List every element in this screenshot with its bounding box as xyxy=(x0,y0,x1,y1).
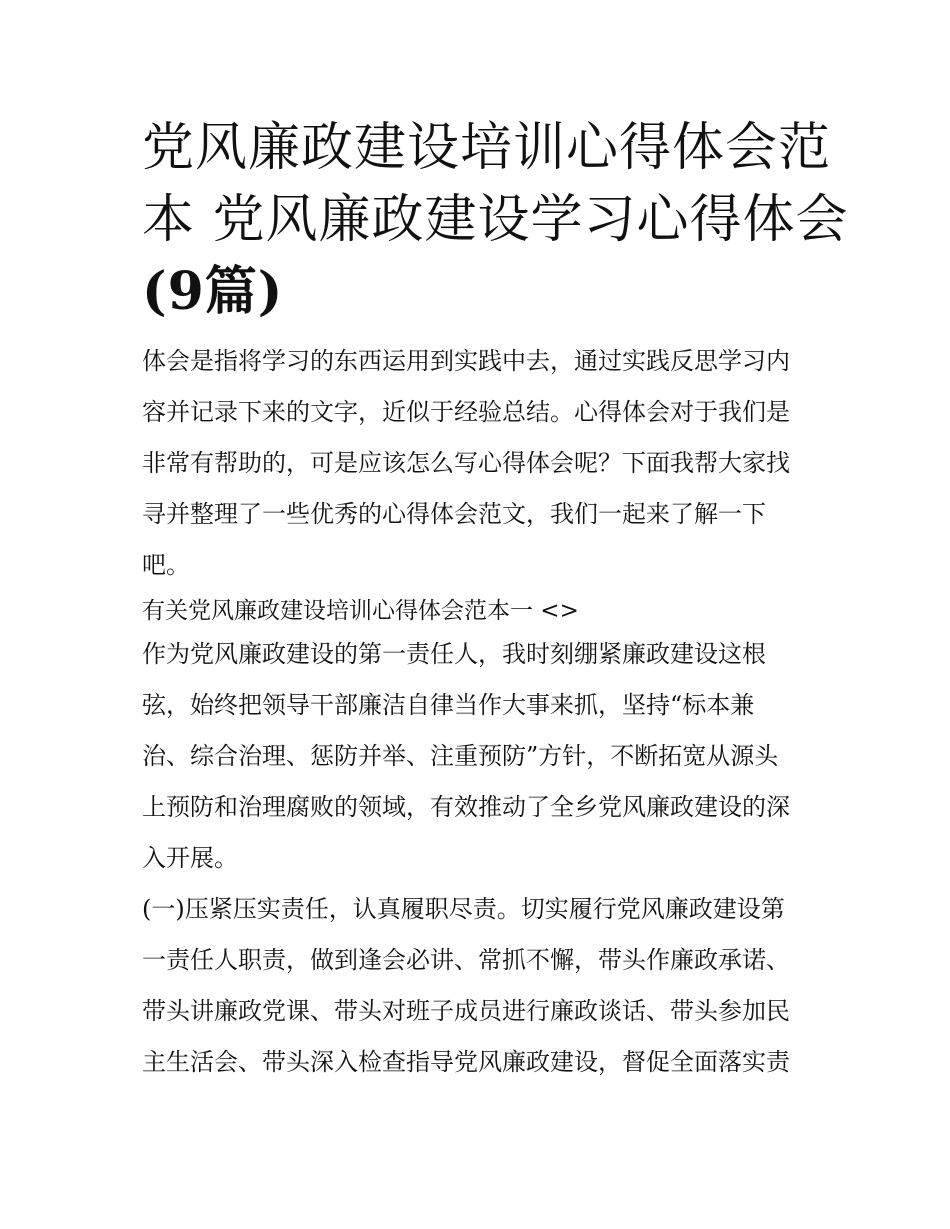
intro-line-5: 吧。 xyxy=(142,551,190,579)
para2-line-4: 主生活会、带头深入检查指导党风廉政建设，督促全面落实责 xyxy=(142,1048,790,1076)
para1-line-4: 上预防和治理腐败的领域，有效推动了全乡党风廉政建设的深 xyxy=(142,793,790,821)
intro-line-4: 寻并整理了一些优秀的心得体会范文，我们一起来了解一下 xyxy=(142,500,766,528)
para2-line-1: (一)压紧压实责任，认真履职尽责。切实履行党风廉政建设第 xyxy=(142,895,785,923)
para1-line-5: 入开展。 xyxy=(142,844,238,872)
paragraph-2 xyxy=(142,884,814,1088)
document-title xyxy=(142,112,849,328)
intro-line-1: 体会是指将学习的东西运用到实践中去，通过实践反思学习内 xyxy=(142,347,790,375)
title-line-3: (9篇) xyxy=(142,261,284,322)
para2-line-3: 带头讲廉政党课、带头对班子成员进行廉政谈话、带头参加民 xyxy=(142,997,790,1025)
title-line-1: 党风廉政建设培训心得体会范 xyxy=(142,118,832,178)
para1-line-1: 作为党风廉政建设的第一责任人，我时刻绷紧廉政建设这根 xyxy=(142,640,766,668)
para1-line-3: 治、综合治理、惩防并举、注重预防”方针，不断拓宽从源头 xyxy=(142,742,779,770)
title-line-2: 本 党风廉政建设学习心得体会 xyxy=(142,190,849,250)
document-body xyxy=(142,336,814,1088)
intro-paragraph xyxy=(142,336,814,591)
document-page xyxy=(142,112,849,1088)
section-heading: 有关党风廉政建设培训心得体会范本一 <> xyxy=(142,598,579,624)
paragraph-1 xyxy=(142,629,814,884)
para1-line-2: 弦，始终把领导干部廉洁自律当作大事来抓，坚持“标本兼 xyxy=(142,691,755,719)
para2-line-2: 一责任人职责，做到逢会必讲、常抓不懈，带头作廉政承诺、 xyxy=(142,946,790,974)
intro-line-3: 非常有帮助的，可是应该怎么写心得体会呢？下面我帮大家找 xyxy=(142,449,790,477)
intro-line-2: 容并记录下来的文字，近似于经验总结。心得体会对于我们是 xyxy=(142,398,790,426)
